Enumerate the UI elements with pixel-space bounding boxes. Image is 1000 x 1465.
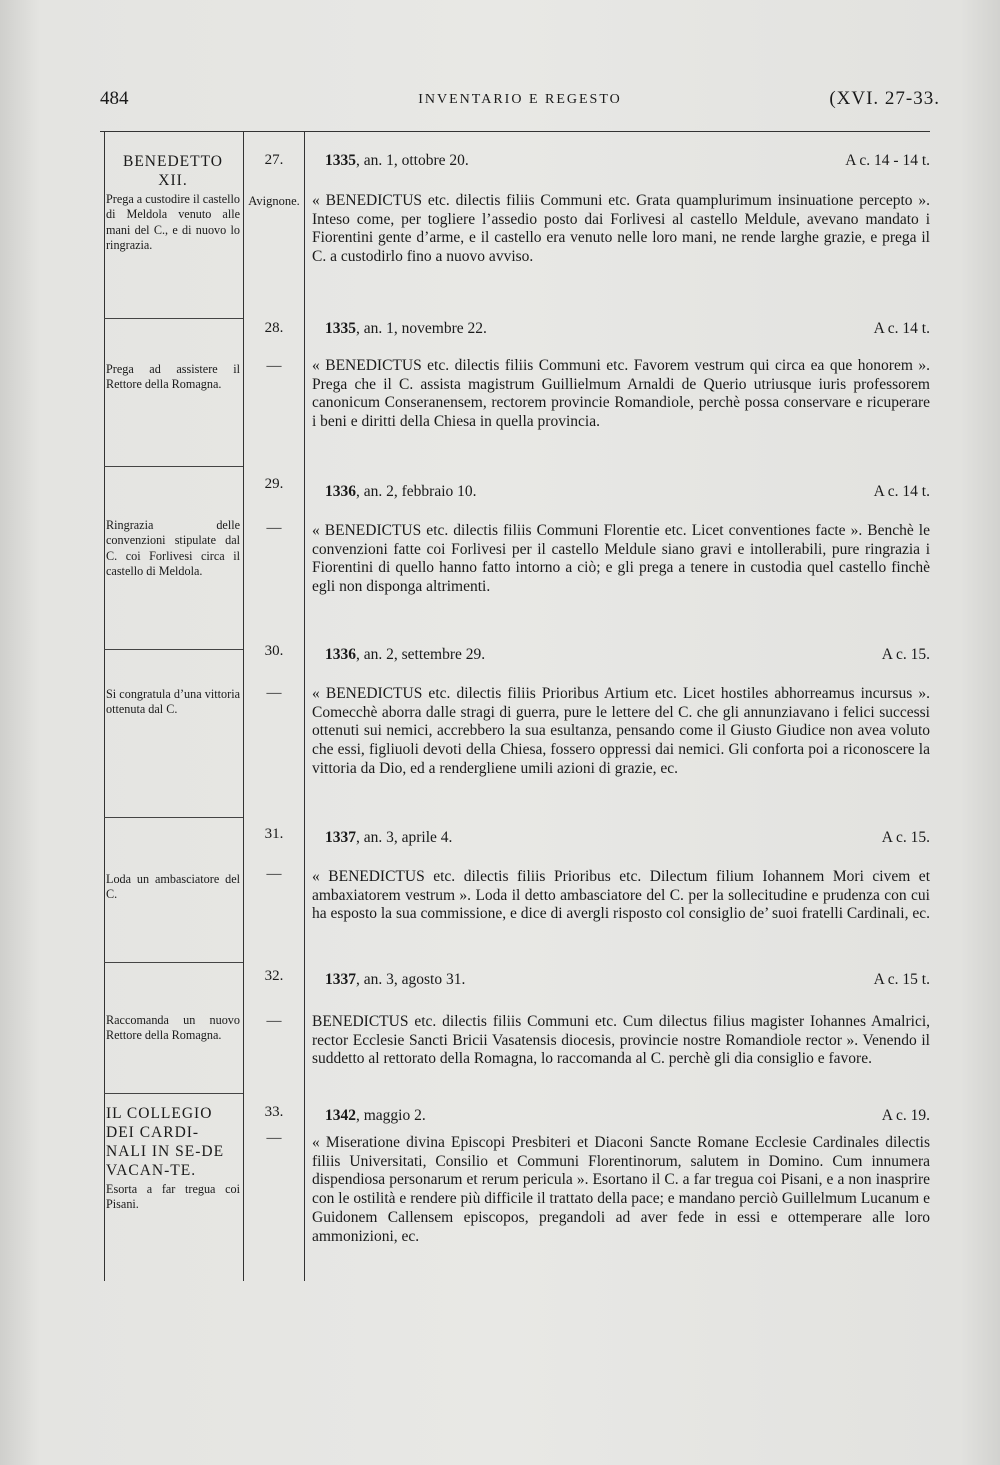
entry-place: —: [266, 358, 282, 374]
entry-date: , an. 1, novembre 22.: [356, 320, 487, 337]
entry-summary: Prega ad assistere il Rettore della Romagna.: [106, 362, 240, 392]
entry-text: « BENEDICTUS etc. dilectis filiis Communi etc. Favorem vestrum qui circa ea que honorem ». Prega che il C. assista magistrum Guillielmum Arnaldi de Querio utriusque iuris professorem canonicum Conseranensem, rectorem provincie Romandiole, perchè possa conservare e ricuperare i beni e diritti della Chiesa in quella provincia.: [312, 357, 930, 431]
entry-date: , an. 2, settembre 29.: [356, 646, 486, 663]
entry-summary: Ringrazia delle convenzioni stipulate dal C. coi Forlivesi circa il castello di Meldola.: [106, 518, 240, 578]
entry-date-line: [325, 483, 930, 501]
section-reference: (XVI. 27-33.: [829, 88, 940, 109]
entry-number: 28.: [264, 320, 284, 336]
entry-place: —: [266, 1013, 282, 1029]
entry-summary: Loda un ambasciatore del C.: [106, 872, 240, 902]
entry-year: 1335: [325, 320, 356, 337]
column-rule-middle: [243, 131, 244, 1281]
entry-year: 1342: [325, 1107, 356, 1124]
margin-separator: [104, 817, 243, 818]
entry-number: 31.: [264, 826, 284, 842]
entry-number: 30.: [264, 643, 284, 659]
entry-folio: A c. 19.: [881, 1107, 930, 1124]
margin-block-5: [106, 872, 240, 903]
entry-year: 1337: [325, 829, 356, 846]
entry-year: 1336: [325, 646, 356, 663]
entry-text: « BENEDICTUS etc. dilectis filiis Communi etc. Grata quamplurimum insinuatione percepto ». Inteso come, per togliere l’assedio posto dai Forlivesi al castello Meldule, avevano mandato i Fiorentini gente d’arme, e il castello era venuto nelle loro mani, ne rende larghe grazie, e prega il C. a custodirlo fino a nuovo avviso.: [312, 192, 930, 266]
entry-text: « BENEDICTUS etc. dilectis filiis Prioribus Artium etc. Licet hostiles abhorreamus incursus ». Comecchè aborra dalle stragi di guerra, pure le lettere del C. che gli annunziavano i felici successi ottenuti sui nemici, accrebbero la sua esultanza, pensando come il Giusto Giudice non avea voluto che essi, figliuoli devoti della Chiesa, fossero oppressi dai nemici. Gli conforta poi a riconoscere la vittoria da Dio, ed a rendergliene umili azioni di grazie, ec.: [312, 685, 930, 777]
margin-block-1: [106, 152, 240, 253]
entry-place: —: [266, 520, 282, 536]
entry-year: 1336: [325, 483, 356, 500]
entry-place: —: [266, 1130, 282, 1146]
section-heading: BENEDETTO XII.: [123, 153, 223, 189]
entry-date-line: [325, 971, 930, 989]
entry-date: , maggio 2.: [356, 1107, 426, 1124]
entry-folio: A c. 15.: [881, 829, 930, 846]
entry-summary: Esorta a far tregua coi Pisani.: [106, 1182, 240, 1212]
margin-separator: [104, 466, 243, 467]
column-rule-left: [104, 131, 105, 1281]
entry-date: , an. 1, ottobre 20.: [356, 152, 469, 169]
entry-folio: A c. 14 t.: [873, 483, 930, 500]
entry-summary: Si congratula d’una vittoria ottenuta dal C.: [106, 687, 240, 717]
entry-text: « Miseratione divina Episcopi Presbiteri et Diaconi Sancte Romane Ecclesie Cardinales dilectis filiis Universitati, Consilio et Communi Florentinorum, salutem in Domino. Cum innumera dispendiosa personarum et rerum pericula ». Esortano il C. a far tregua coi Pisani, e a non inasprire con le ostilità e rendere più difficile il trattato della pace; e mandano perciò Guillelmum Lucanum e Guidonem Callensem episcopos, pregandoli ad aver fede in essi e ottemperare alle loro ammonizioni, ec.: [312, 1134, 930, 1245]
margin-separator: [104, 318, 243, 319]
margin-block-3: [106, 518, 240, 579]
entry-place: —: [266, 685, 282, 701]
entry-date-line: [325, 646, 930, 664]
entry-text: « BENEDICTUS etc. dilectis filiis Communi Florentie etc. Licet conventiones facte ». Benchè le convenzioni fatte coi Forlivesi per il castello Meldule siano gravi e intollerabili, pure ringrazia i Fiorentini di quello hanno fatto intorno a ciò; e gli prega a tenere in custodia quel castello finchè egli non disponga altrimenti.: [312, 522, 930, 596]
entry-date: , an. 3, agosto 31.: [356, 971, 466, 988]
page-number: 484: [100, 88, 129, 109]
header-rule: [100, 131, 930, 132]
margin-separator: [104, 649, 243, 650]
entry-text: « BENEDICTUS etc. dilectis filiis Prioribus etc. Dilectum filium Iohannem Mori civem et ambaxiatorem vestrum ». Loda il detto ambasciatore del C. per la sollecitudine e prudenza con cui ha esposto la sua commissione, e dice di avergli risposto col consiglio de’ suoi fratelli Cardinali, ec.: [312, 868, 930, 923]
entry-folio: A c. 15.: [881, 646, 930, 663]
entry-year: 1335: [325, 152, 356, 169]
entry-summary: Raccomanda un nuovo Rettore della Romagna.: [106, 1013, 240, 1043]
entry-number: 32.: [264, 968, 284, 984]
entry-date-line: [325, 152, 930, 170]
entry-year: 1337: [325, 971, 356, 988]
entry-folio: A c. 14 t.: [873, 320, 930, 337]
entry-number: 29.: [264, 476, 284, 492]
margin-separator: [104, 962, 243, 963]
entry-date-line: [325, 829, 930, 847]
margin-block-2: [106, 362, 240, 393]
entry-date-line: [325, 320, 930, 338]
margin-block-7: [106, 1104, 240, 1213]
entry-folio: A c. 15 t.: [873, 971, 930, 988]
entry-folio: A c. 14 - 14 t.: [845, 152, 930, 169]
running-header: [100, 88, 940, 118]
margin-block-6: [106, 1013, 240, 1044]
entry-place: —: [266, 866, 282, 882]
entry-number: 27.: [264, 152, 284, 168]
entry-place: Avignone.: [248, 194, 300, 208]
margin-block-4: [106, 687, 240, 718]
section-heading: IL COLLEGIO DEI CARDI-NALI IN SE-DE VACAN-TE.: [106, 1105, 225, 1179]
entry-text: BENEDICTUS etc. dilectis filiis Communi etc. Cum dilectus filius magister Iohannes Amalrici, rector Ecclesie Sancti Bricii Vasatensis diocesis, provincie nostre Romandiole rector ». Venendo il suddetto al rettorato della Romagna, lo raccomanda al C. perchè gli dia consiglio e favore.: [312, 1013, 930, 1068]
entry-date: , an. 3, aprile 4.: [356, 829, 453, 846]
entry-summary: Prega a custodire il castello di Meldola venuto alle mani del C., e di nuovo lo ringrazia.: [106, 192, 241, 252]
margin-separator: [104, 1093, 243, 1094]
entry-date-line: [325, 1107, 930, 1125]
entry-number: 33.: [264, 1104, 284, 1120]
column-rule-right: [304, 131, 305, 1281]
entry-date: , an. 2, febbraio 10.: [356, 483, 477, 500]
running-title: INVENTARIO E REGESTO: [418, 92, 622, 107]
